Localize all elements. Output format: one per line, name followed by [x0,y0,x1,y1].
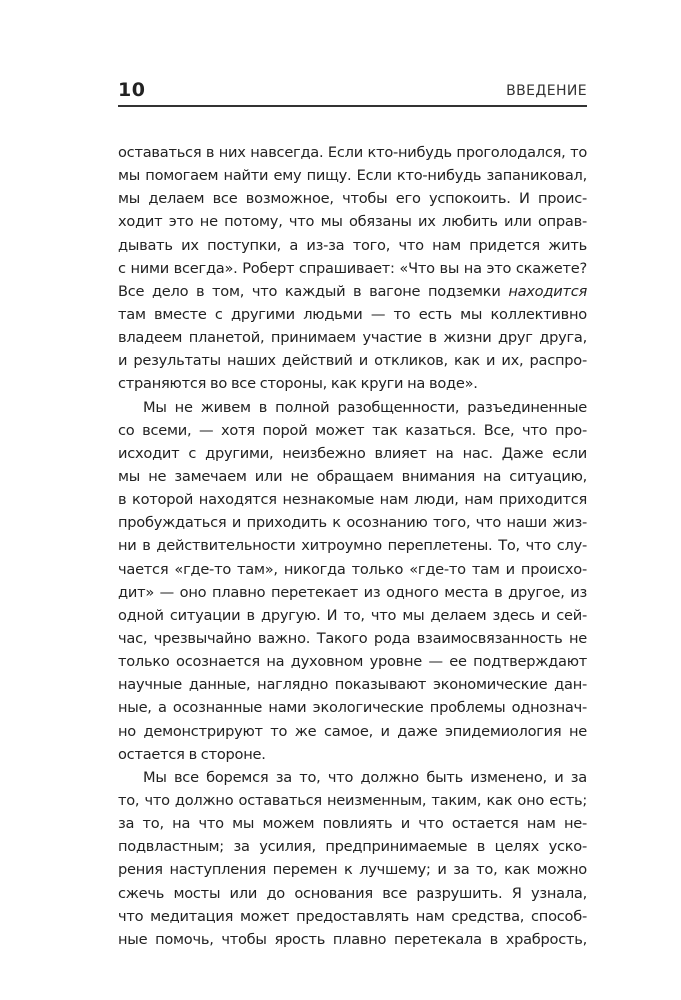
text-line: сжечь мосты или до основания все разрушить. Я узнала, [118,884,587,902]
text-line: но демонстрируют то же самое, и даже эпидемиология не [118,722,587,740]
text-segment: Все дело в том, что каждый в вагоне подземки [118,282,509,300]
text-line: мы не замечаем или не обращаем внимания на ситуацию, [118,467,587,485]
text-line: страняются во все стороны, как круги на воде». [118,375,478,393]
text-line: пробуждаться и приходить к осознанию того, что наши жиз- [118,514,587,532]
text-line: ходит это не потому, что мы обязаны их любить или оправ- [118,213,587,231]
text-line: остается в стороне. [118,745,266,763]
text-line: Мы не живем в полной разобщенности, разъединенные [143,398,587,416]
text-line: в которой находятся незнакомые нам люди, нам приходится [118,491,587,509]
text-line: мы помогаем найти ему пищу. Если кто-нибудь запаниковал, [118,167,587,185]
text-line: научные данные, наглядно показывают экономические дан- [118,676,587,694]
text-line: исходит с другими, неизбежно влияет на нас. Даже если [118,444,587,462]
body-text [118,141,587,951]
text-line: дит» — оно плавно перетекает из одного места в другое, из [118,583,587,601]
text-line: ные помочь, чтобы ярость плавно перетекала в храбрость, [118,930,587,948]
section-title: ВВЕДЕНИЕ [506,83,587,99]
text-line: час, чрезвычайно важно. Такого рода взаимосвязанность не [118,629,587,647]
text-line: владеем планетой, принимаем участие в жизни друг друга, [118,329,587,347]
text-line: подвластным; за усилия, предпринимаемые в целях уско- [118,838,587,856]
emphasis-word: находится [508,282,587,300]
text-line: за то, на что мы можем повлиять и что остается нам не- [118,815,587,833]
text-line: дывать их поступки, а из-за того, что нам придется жить [118,236,587,254]
running-header [118,78,587,106]
text-line: там вместе с другими людьми — то есть мы коллективно [118,305,587,323]
text-line: только осознается на духовном уровне — ее подтверждают [118,653,587,671]
page-number: 10 [118,79,146,101]
text-line: одной ситуации в другую. И то, что мы делаем здесь и сей- [118,606,587,624]
text-line: со всеми, — хотя порой может так казаться. Все, что про- [118,421,587,439]
text-line: Мы все боремся за то, что должно быть изменено, и за [143,768,587,786]
text-line: и результаты наших действий и откликов, как и их, распро- [118,352,587,370]
text-line: то, что должно оставаться неизменным, таким, как оно есть; [118,791,587,809]
header-rule [118,105,587,107]
text-line: ные, а осознанные нами экологические проблемы однознач- [118,699,587,717]
text-line: чается «где-то там», никогда только «где-то там и происхо- [118,560,587,578]
text-line [118,280,587,303]
text-line: с ними всегда». Роберт спрашивает: «Что вы на это скажете? [118,259,587,277]
text-line: ни в действительности хитроумно переплетены. То, что слу- [118,537,587,555]
text-line: мы делаем все возможное, чтобы его успокоить. И проис- [118,190,587,208]
text-line: оставаться в них навсегда. Если кто-нибудь проголодался, то [118,144,587,161]
text-line: рения наступления перемен к лучшему; и за то, как можно [118,861,587,879]
text-line: что медитация может предоставлять нам средства, способ- [118,907,587,925]
